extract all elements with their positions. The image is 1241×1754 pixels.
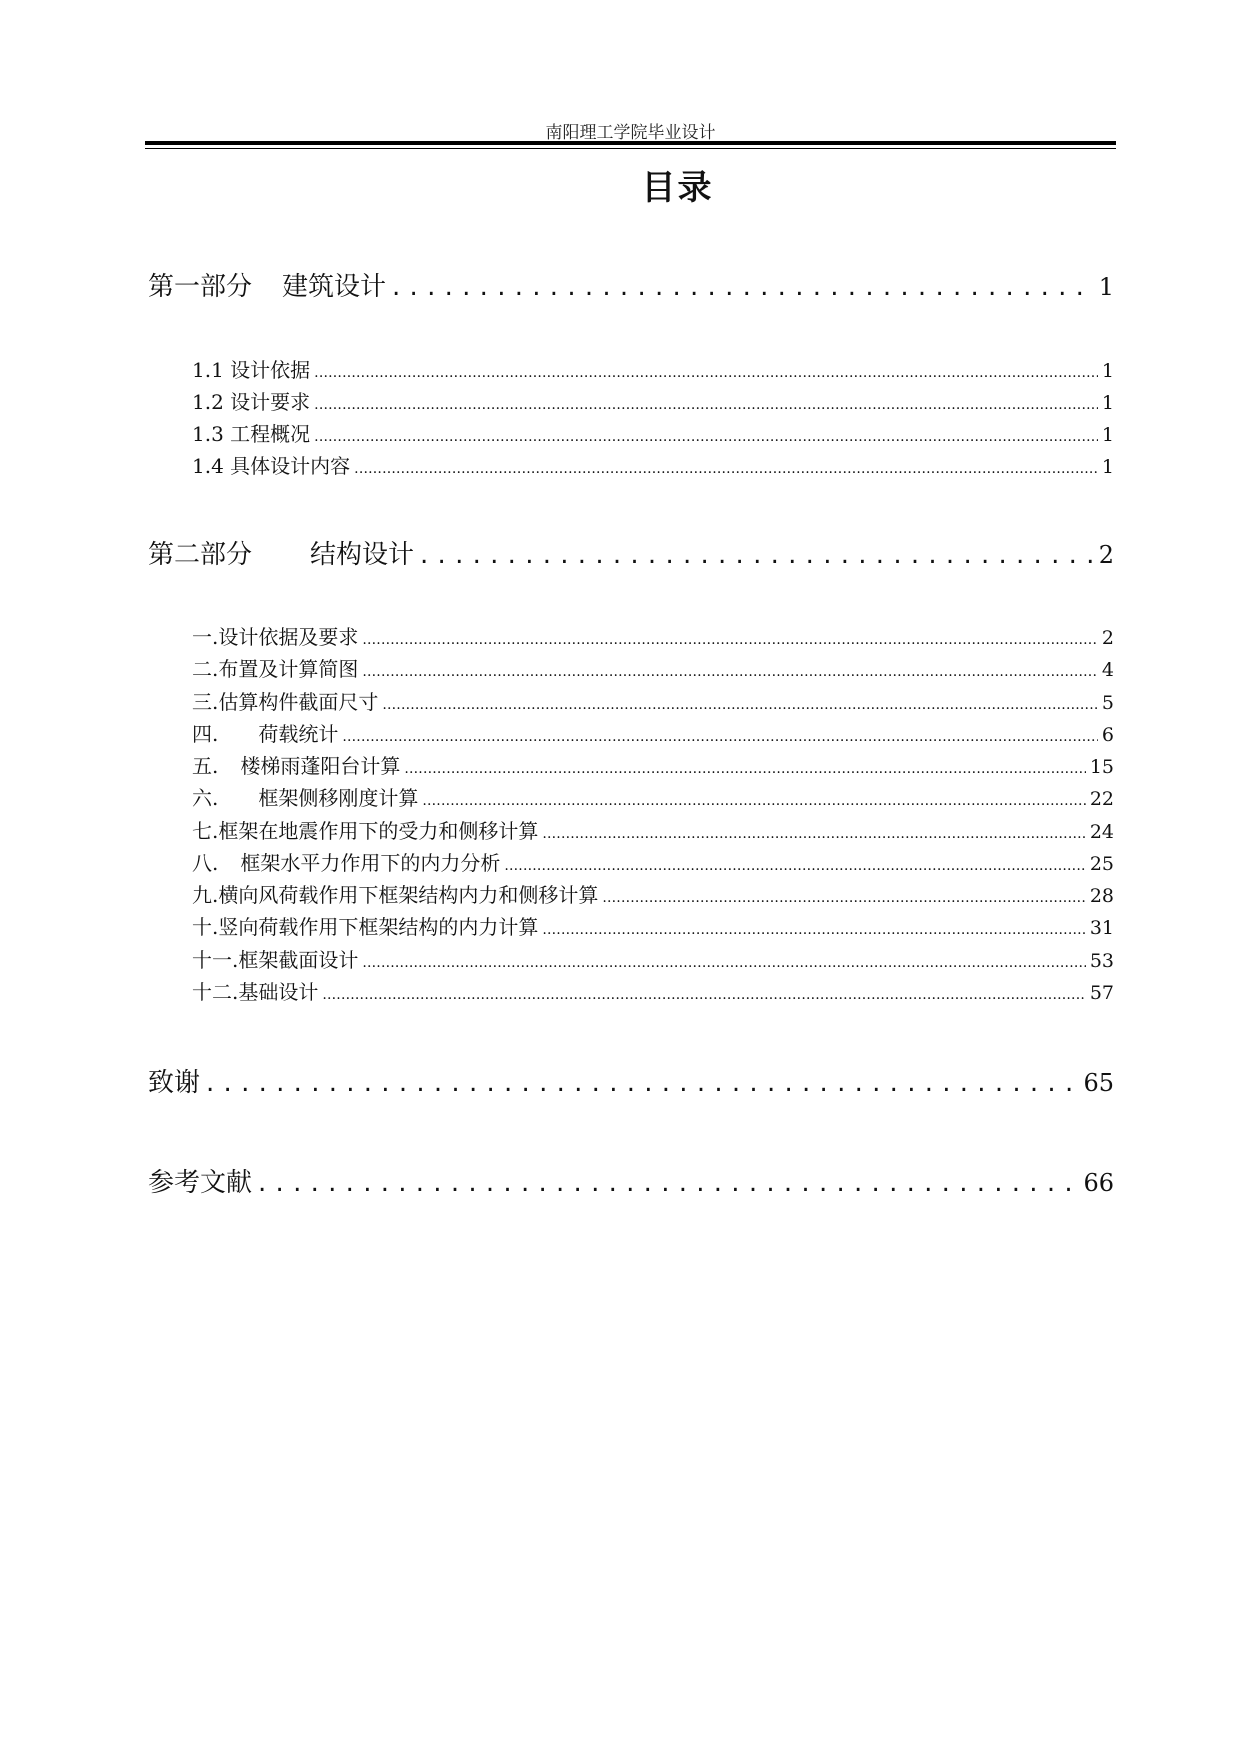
dot-leader bbox=[422, 786, 1085, 810]
item-text: 框架侧移刚度计算 bbox=[258, 786, 419, 810]
dot-leader bbox=[322, 980, 1085, 1004]
toc-item[interactable] bbox=[192, 911, 1114, 940]
item-number: 八. bbox=[192, 851, 219, 875]
page-number: 65 bbox=[1083, 1069, 1114, 1097]
toc-item[interactable] bbox=[192, 450, 1114, 479]
item-number: 九. bbox=[192, 883, 219, 907]
dot-leader bbox=[314, 422, 1098, 446]
toc-item[interactable] bbox=[192, 386, 1114, 415]
toc-item[interactable] bbox=[192, 782, 1114, 811]
item-text: 框架在地震作用下的受力和侧移计算 bbox=[218, 819, 539, 843]
item-text: 1.3 工程概况 bbox=[192, 422, 311, 446]
item-text: 基础设计 bbox=[238, 980, 319, 1004]
toc-item[interactable] bbox=[192, 653, 1114, 682]
toc-item[interactable] bbox=[192, 418, 1114, 447]
page-number: 1 bbox=[1101, 424, 1114, 446]
page-number: 15 bbox=[1089, 756, 1114, 778]
page-number: 66 bbox=[1083, 1169, 1114, 1197]
dot-leader bbox=[362, 625, 1098, 649]
item-number: 六. bbox=[192, 786, 219, 810]
toc-item[interactable] bbox=[192, 976, 1114, 1005]
toc-part-2[interactable] bbox=[148, 534, 1114, 571]
dot-leader bbox=[342, 722, 1098, 746]
part-label: 参考文献 bbox=[148, 1168, 253, 1198]
page-number: 2 bbox=[1101, 627, 1114, 649]
dot-leader bbox=[314, 390, 1098, 414]
item-text: 1.4 具体设计内容 bbox=[192, 454, 351, 478]
page-number: 1 bbox=[1101, 456, 1114, 478]
dot-leader bbox=[420, 540, 1093, 570]
page-number: 1 bbox=[1098, 273, 1114, 301]
toc-item[interactable] bbox=[192, 847, 1114, 876]
item-text: 1.1 设计依据 bbox=[192, 358, 311, 382]
dot-leader bbox=[392, 272, 1093, 302]
toc-item[interactable] bbox=[192, 879, 1114, 908]
page-number: 53 bbox=[1089, 950, 1114, 972]
page-number: 5 bbox=[1101, 692, 1114, 714]
toc-item[interactable] bbox=[192, 718, 1114, 747]
header-rule-thin bbox=[145, 148, 1116, 149]
item-text: 估算构件截面尺寸 bbox=[218, 690, 379, 714]
dot-leader bbox=[542, 819, 1085, 843]
item-number: 二. bbox=[192, 657, 219, 681]
item-number: 三. bbox=[192, 690, 219, 714]
item-number: 四. bbox=[192, 722, 219, 746]
dot-leader bbox=[504, 851, 1085, 875]
page-number: 31 bbox=[1089, 917, 1114, 939]
toc-item[interactable] bbox=[192, 944, 1114, 973]
item-text: 1.2 设计要求 bbox=[192, 390, 311, 414]
running-header: 南阳理工学院毕业设计 bbox=[545, 123, 716, 143]
dot-leader bbox=[314, 358, 1098, 382]
item-number: 一. bbox=[192, 625, 219, 649]
page-number: 6 bbox=[1101, 724, 1114, 746]
part-label: 第二部分 bbox=[148, 540, 253, 570]
toc-references[interactable] bbox=[148, 1162, 1114, 1199]
toc-item[interactable] bbox=[192, 750, 1114, 779]
toc-acknowledgements[interactable] bbox=[148, 1062, 1114, 1099]
dot-leader bbox=[602, 883, 1085, 907]
page-number: 28 bbox=[1089, 885, 1114, 907]
page-number: 4 bbox=[1101, 659, 1114, 681]
part-label: 致谢 bbox=[148, 1068, 201, 1098]
dot-leader bbox=[404, 754, 1085, 778]
dot-leader bbox=[542, 915, 1085, 939]
part-name: 建筑设计 bbox=[282, 272, 387, 302]
toc-item[interactable] bbox=[192, 354, 1114, 383]
part-label: 第一部分 bbox=[148, 272, 253, 302]
toc-item[interactable] bbox=[192, 621, 1114, 650]
page-number: 22 bbox=[1089, 788, 1114, 810]
dot-leader bbox=[258, 1168, 1077, 1198]
page-number: 1 bbox=[1101, 360, 1114, 382]
page-number: 25 bbox=[1089, 853, 1114, 875]
page-number: 57 bbox=[1089, 982, 1114, 1004]
page-number: 2 bbox=[1098, 541, 1114, 569]
item-number: 十. bbox=[192, 915, 219, 939]
item-text: 楼梯雨蓬阳台计算 bbox=[240, 754, 401, 778]
item-text: 框架截面设计 bbox=[238, 948, 359, 972]
page-number: 1 bbox=[1101, 392, 1114, 414]
item-text: 框架水平力作用下的内力分析 bbox=[240, 851, 501, 875]
dot-leader bbox=[382, 690, 1098, 714]
page-number: 24 bbox=[1089, 821, 1114, 843]
toc-item[interactable] bbox=[192, 815, 1114, 844]
item-number: 十二. bbox=[192, 980, 239, 1004]
part-name: 结构设计 bbox=[310, 540, 415, 570]
item-text: 竖向荷载作用下框架结构的内力计算 bbox=[218, 915, 539, 939]
toc-item[interactable] bbox=[192, 686, 1114, 715]
item-number: 十一. bbox=[192, 948, 239, 972]
dot-leader bbox=[362, 948, 1085, 972]
dot-leader bbox=[362, 657, 1098, 681]
header-rule bbox=[145, 141, 1116, 145]
page-title: 目录 bbox=[641, 168, 714, 208]
dot-leader bbox=[206, 1068, 1077, 1098]
dot-leader bbox=[354, 454, 1098, 478]
item-number: 七. bbox=[192, 819, 219, 843]
toc-part-1[interactable] bbox=[148, 266, 1114, 303]
item-text: 布置及计算简图 bbox=[218, 657, 359, 681]
item-number: 五. bbox=[192, 754, 219, 778]
item-text: 设计依据及要求 bbox=[218, 625, 359, 649]
item-text: 横向风荷载作用下框架结构内力和侧移计算 bbox=[218, 883, 599, 907]
item-text: 荷载统计 bbox=[258, 722, 339, 746]
